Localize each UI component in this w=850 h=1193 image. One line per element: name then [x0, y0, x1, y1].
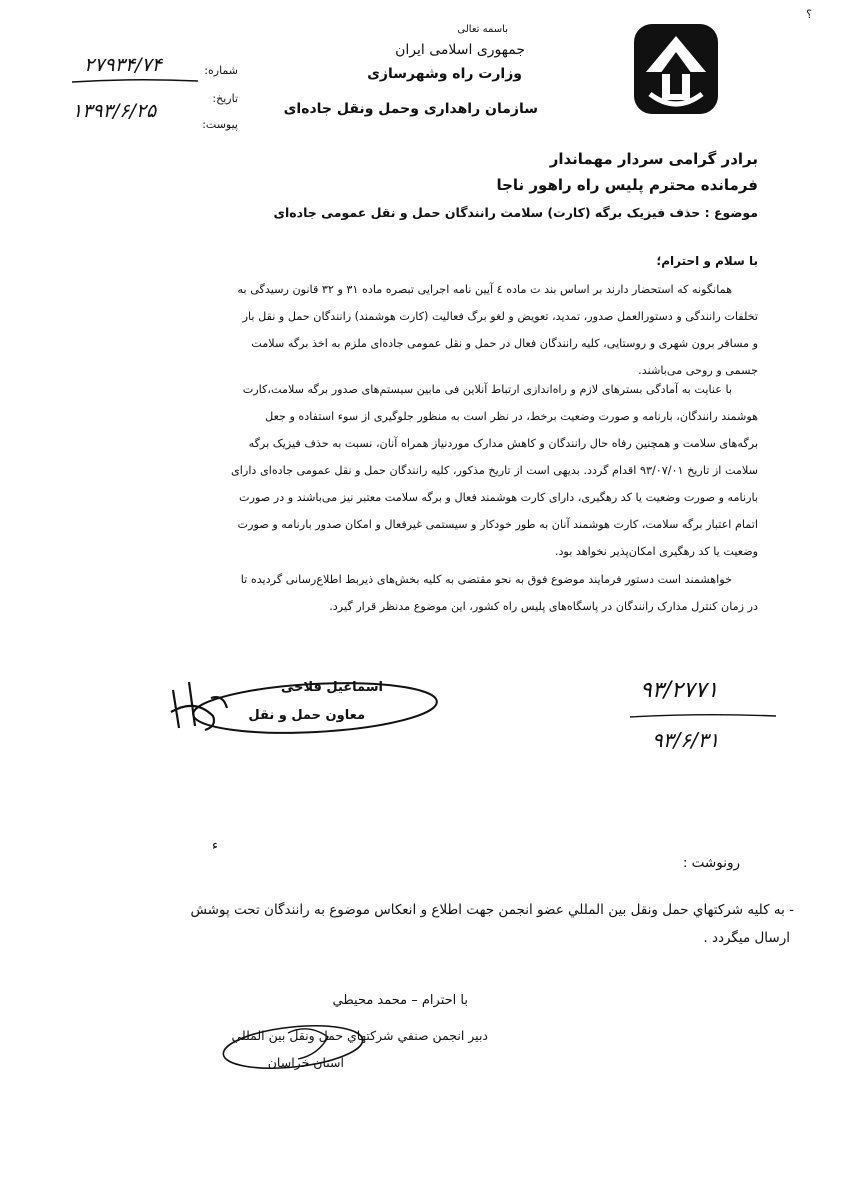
paragraph-line: بارنامه و صورت وضعیت یا کد رهگیری، دارای کارت هوشمند فعال و برگه سلامت معتبر نیز می‌باشند و در صورت — [239, 491, 758, 504]
paragraph-legal-basis — [78, 276, 758, 384]
ministry-name: وزارت راه وشهرسازی — [367, 66, 522, 82]
paragraph-line: برگه‌های سلامت و همچنین رفاه حال رانندگان و کاهش مدارک موردنیاز همراه آنان، نسبت به حذف فیزیک برگه — [248, 437, 758, 450]
copy-heading: رونوشت : — [682, 855, 740, 871]
attachment-label: پیوست: — [202, 118, 238, 131]
greeting: با سلام و احترام؛ — [656, 254, 758, 268]
sender-line-1: دبير انجمن صنفي شركتهاي حمل ونقل بين المللي — [231, 1028, 488, 1043]
paragraph-line: و مسافر برون شهری و روستایی، کلیه رانندگان فعال در حمل و نقل عمومی جاده‌ای ملزم به اخذ برگه سلامت — [251, 337, 758, 350]
corner-mark: ؟ — [806, 8, 812, 21]
date-label: تاریخ: — [212, 92, 238, 105]
received-date: ۹۳/۶/۳۱ — [652, 728, 720, 752]
letter-date: ۱۳۹۳/۶/۲۵ — [72, 100, 157, 122]
ministry-logo — [632, 22, 720, 116]
received-underline — [628, 712, 778, 720]
paragraph-line: با عنایت به آمادگی بسترهای لازم و راه‌اندازی ارتباط آنلاین فی مابین سیستم‌های صدور برگه سلامت،کارت — [242, 383, 732, 396]
paragraph-request — [78, 566, 758, 620]
paragraph-line: خواهشمند است دستور فرمایند موضوع فوق به نحو مقتضی به کلیه بخش‌های ذیربط اطلاع‌رسانی گردیده تا — [240, 573, 732, 586]
paragraph-line: سلامت از تاریخ ۹۳/۰۷/۰۱ اقدام گردد. بدیهی است از تاریخ مذکور، کلیه رانندگان حمل و نقل عمومی جاده‌ای دارای — [231, 464, 758, 477]
signatory-title: معاون حمل و نقل — [248, 708, 365, 723]
stray-mark: ء — [212, 838, 219, 853]
paragraph-decision — [78, 376, 758, 565]
paragraph-line: اتمام اعتبار برگه سلامت، کارت هوشمند آنان به طور خودکار و سیستمی غیرفعال و امکان صدور بارنامه و صورت — [237, 518, 758, 531]
number-label: شماره: — [204, 64, 238, 77]
copy-regards: با احترام – محمد محيطي — [332, 993, 468, 1008]
number-underline — [70, 77, 200, 85]
copy-line-2: ارسال ميگردد . — [703, 930, 790, 946]
received-number: ۹۳/۲۷۷۱ — [640, 678, 719, 703]
letter-subject: موضوع : حذف فیزیک برگه (کارت) سلامت رانندگان حمل و نقل عمومی جاده‌ای — [273, 205, 758, 220]
paragraph-line: وضعیت یا کد رهگیری امکان‌پذیر نخواهد بود. — [554, 545, 758, 558]
letter-number: ۲۷۹۳۴/۷۴ — [84, 54, 162, 76]
sender-line-2: استان خراسان — [267, 1055, 344, 1070]
salutation-title: فرمانده محترم پلیس راه راهور ناجا — [496, 176, 758, 194]
paragraph-line: در زمان کنترل مدارک رانندگان در پاسگاه‌های پلیس راه کشور، این موضوع مدنظر قرار گیرد. — [329, 600, 758, 613]
bismillah: باسمه تعالی — [457, 24, 508, 35]
paragraph-line: تخلفات رانندگی و دستورالعمل صدور، تمدید، تعویض و لغو برگ فعالیت (کارت هوشمند) رانندگان حمل و نقل بار — [242, 310, 758, 323]
signature-stamp — [165, 668, 443, 748]
paragraph-line: هوشمند رانندگان، بارنامه و صورت وضعیت برخط، در نظر است به منظور جلوگیری از سوء استفاده و جعل — [265, 410, 758, 423]
copy-line-1: - به كليه شركتهاي حمل ونقل بين المللي عضو انجمن جهت اطلاع و انعكاس موضوع به رانندگان تحت پوشش — [190, 902, 794, 918]
country-name: جمهوری اسلامی ایران — [395, 42, 525, 58]
salutation-recipient: برادر گرامی سردار مهماندار — [549, 150, 758, 168]
paragraph-line: همانگونه که استحضار دارند بر اساس بند ت ماده ٤ آیین نامه اجرایی تبصره ماده ۳۱ و ۳۲ قانون رسیدگی به — [237, 283, 732, 296]
paragraph-line: جسمی و روحی می‌باشند. — [638, 364, 758, 377]
road-logo-icon — [632, 22, 720, 116]
organization-name: سازمان راهداری وحمل ونقل جاده‌ای — [283, 101, 538, 117]
signatory-name: اسماعیل فلاحی — [280, 680, 383, 695]
